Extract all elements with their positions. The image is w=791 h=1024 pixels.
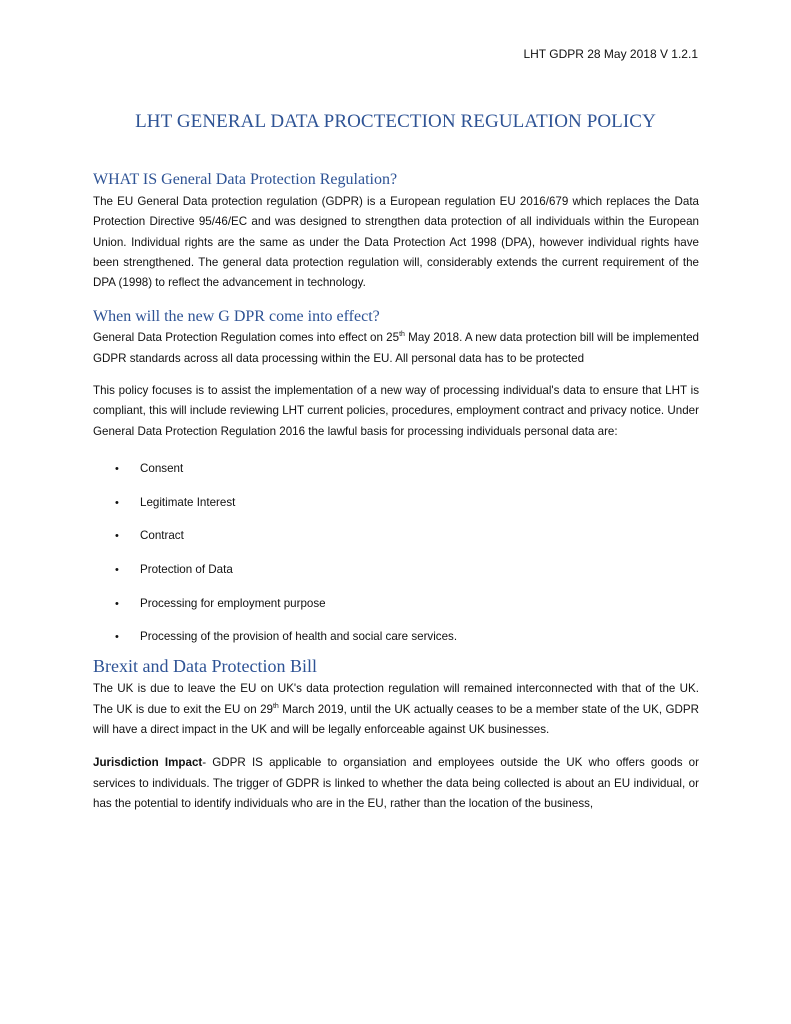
- list-item: • Contract: [115, 529, 184, 543]
- section-paragraph-what-is-gdpr: The EU General Data protection regulation (GDPR) is a European regulation EU 2016/679 which replaces the Data Protection Directive 95/46/EC and was designed to strengthen data protection of all individuals within the European Union. Individual rights are the same as under the Data Protection Act 1998 (DPA), however individual rights have been strengthened. The general data protection regulation will, considerably extends the current requirement of the DPA (1998) to reflect the advancement in technology.: [93, 195, 699, 290]
- document-title: LHT GENERAL DATA PROCTECTION REGULATION POLICY: [135, 111, 656, 132]
- document-body: [93, 170, 699, 814]
- section-heading-what-is-gdpr: WHAT IS General Data Protection Regulation?: [93, 171, 398, 188]
- bullet-icon: •: [115, 530, 119, 543]
- section-paragraph-jurisdiction: Jurisdiction Impact- GDPR IS applicable to organsiation and employees outside the UK who offers goods or services to individuals. The trigger of GDPR is linked to whether the data being collected is about an EU individual, or has the potential to identify individuals who are in the EU, rather than the location of the business,: [93, 756, 699, 810]
- bullet-icon: •: [115, 597, 119, 610]
- list-item: • Legitimate Interest: [115, 495, 236, 509]
- lawful-basis-list: [93, 461, 699, 651]
- bullet-icon: •: [115, 462, 119, 475]
- document-reference: LHT GDPR 28 May 2018 V 1.2.1: [523, 47, 698, 61]
- bullet-icon: •: [115, 496, 119, 509]
- bullet-icon: •: [115, 564, 119, 577]
- section-paragraph-effective-date: General Data Protection Regulation comes into effect on 25th May 2018. A new data protection bill will be implemented GDPR standards across all data processing within the EU. All personal data has to be protected: [93, 331, 699, 365]
- list-item: • Protection of Data: [115, 563, 233, 577]
- jurisdiction-label: Jurisdiction Impact: [93, 756, 203, 770]
- list-item: • Processing for employment purpose: [115, 596, 326, 610]
- section-heading-effective-date: When will the new G DPR come into effect?: [93, 308, 380, 326]
- section-heading-brexit: Brexit and Data Protection Bill: [93, 656, 317, 677]
- section-paragraph-brexit: The UK is due to leave the EU on UK's data protection regulation will remained interconnected with that of the UK. The UK is due to exit the EU on 29th March 2019, until the UK actually ceases to be a member state of the UK, GDPR will have a direct impact in the UK and will be legally enforceable against UK businesses.: [93, 682, 700, 736]
- list-item: • Processing of the provision of health and social care services.: [115, 630, 458, 644]
- list-item: • Consent: [115, 461, 184, 475]
- bullet-icon: •: [115, 631, 119, 644]
- section-paragraph-policy-focus: This policy focuses is to assist the implementation of a new way of processing individual's data to ensure that LHT is compliant, this will include reviewing LHT current policies, procedures, employment contract and privacy notice. Under General Data Protection Regulation 2016 the lawful basis for processing individuals personal data are:: [93, 384, 699, 438]
